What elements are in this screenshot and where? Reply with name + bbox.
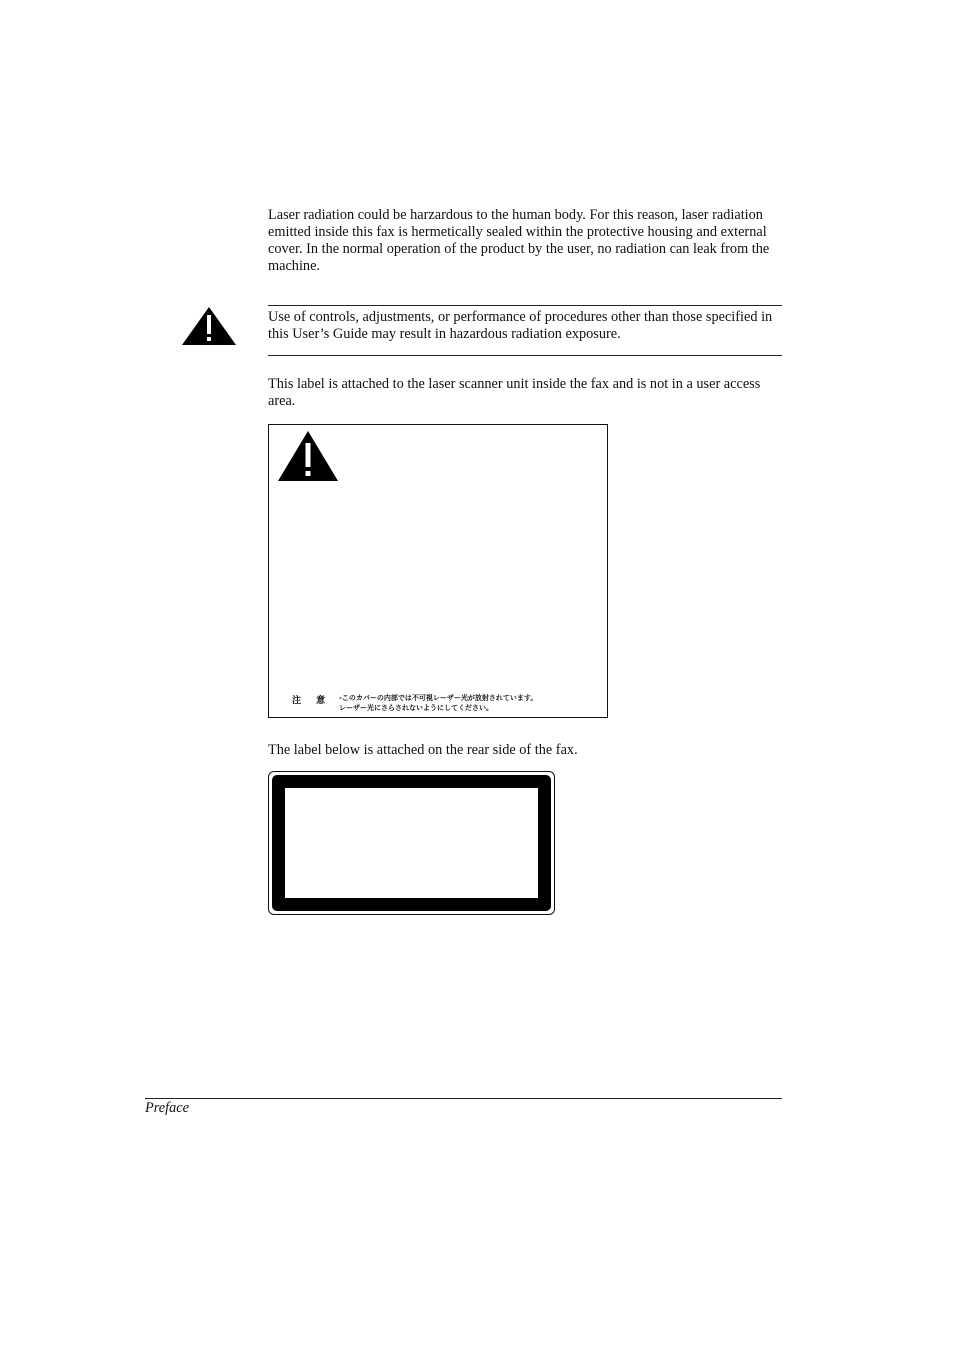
rear-label-intro: The label below is attached on the rear side of the fax. (268, 742, 578, 758)
warning-text: Use of controls, adjustments, or performance of procedures other than those specified in this User’s Guide may result in hazardous radiation exposure. (268, 309, 773, 342)
japanese-caution-line: レーザー光にさらされないようにしてください。 (339, 704, 493, 712)
footer-section-title: Preface (145, 1100, 189, 1116)
rear-label (268, 771, 555, 915)
japanese-caution-text (339, 693, 537, 713)
warning-top-rule (268, 305, 782, 306)
rear-label-frame (272, 775, 551, 911)
footer-rule (145, 1098, 782, 1099)
japanese-caution-heading: 注 意 (292, 696, 332, 706)
rear-label-panel (285, 788, 538, 898)
warning-triangle-icon (181, 306, 237, 346)
intro-paragraph: Laser radiation could be harzardous to the human body. For this reason, laser radiation emitted inside this fax is hermetically sealed within the protective housing and external cover. In the normal operation of the product by the user, no radiation can leak from the machine. (268, 207, 770, 274)
warning-triangle-icon (277, 430, 339, 482)
japanese-caution-line: -このカバーの内部では不可視レーザー光が放射されています。 (339, 694, 538, 702)
laser-label-intro: This label is attached to the laser scanner unit inside the fax and is not in a user access area. (268, 376, 761, 409)
laser-scanner-label (268, 424, 608, 718)
warning-bottom-rule (268, 355, 782, 356)
